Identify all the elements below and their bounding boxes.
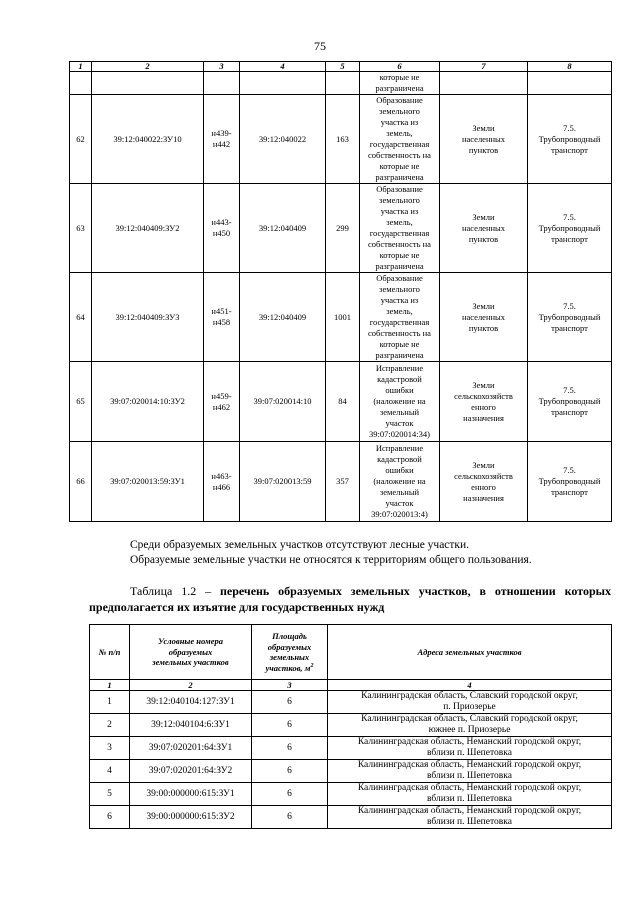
area: 1001 bbox=[326, 273, 360, 362]
address: Калининградская область, Неманский городской округ, вблизи п. Шепетовка bbox=[328, 737, 612, 760]
area: 163 bbox=[326, 95, 360, 184]
points: н443- н450 bbox=[204, 184, 240, 273]
table-column-numbers bbox=[70, 62, 612, 72]
table-row bbox=[70, 184, 612, 273]
column-number: 5 bbox=[326, 62, 360, 72]
basis: Образование земельного участка из земель, государственная собственность на которые не разграничена bbox=[360, 184, 440, 273]
permitted-use: 7.5. Трубопроводный транспорт bbox=[528, 95, 612, 184]
area: 6 bbox=[252, 760, 328, 783]
points: н451- н458 bbox=[204, 273, 240, 362]
area: 6 bbox=[252, 691, 328, 714]
row-number: 63 bbox=[70, 184, 92, 273]
row-number: 2 bbox=[90, 714, 130, 737]
cadastral-number: 39:12:040104:127:ЗУ1 bbox=[130, 691, 252, 714]
table-row bbox=[90, 760, 612, 783]
area: 6 bbox=[252, 806, 328, 829]
basis: Исправление кадастровой ошибки (наложение на земельный участок 39:07:020013:4) bbox=[360, 442, 440, 522]
table-row bbox=[90, 714, 612, 737]
area: 6 bbox=[252, 714, 328, 737]
continuation-text: которые не разграничена bbox=[360, 72, 440, 95]
land-category: Земли сельскохозяйств енного назначения bbox=[440, 442, 528, 522]
table-row bbox=[90, 783, 612, 806]
area: 357 bbox=[326, 442, 360, 522]
column-number: 8 bbox=[528, 62, 612, 72]
page-number: 75 bbox=[314, 39, 326, 53]
land-category: Земли населенных пунктов bbox=[440, 184, 528, 273]
area: 299 bbox=[326, 184, 360, 273]
permitted-use: 7.5. Трубопроводный транспорт bbox=[528, 273, 612, 362]
note-public-territory: Образуемые земельные участки не относятся к территориям общего пользования. bbox=[130, 554, 532, 566]
land-category: Земли населенных пунктов bbox=[440, 273, 528, 362]
header-cadastral: Условные номера образуемых земельных участков bbox=[130, 625, 252, 680]
row-number: 5 bbox=[90, 783, 130, 806]
cadastral-number: 39:00:000000:615:ЗУ2 bbox=[130, 806, 252, 829]
row-number: 6 bbox=[90, 806, 130, 829]
row-number: 66 bbox=[70, 442, 92, 522]
table-header bbox=[90, 625, 612, 680]
table-row bbox=[70, 362, 612, 442]
row-number: 1 bbox=[90, 691, 130, 714]
cadastral-number: 39:12:040409:ЗУ2 bbox=[92, 184, 204, 273]
points: н439- н442 bbox=[204, 95, 240, 184]
row-number: 62 bbox=[70, 95, 92, 184]
note-forest-plots: Среди образуемых земельных участков отсутствуют лесные участки. bbox=[130, 539, 470, 551]
row-number: 3 bbox=[90, 737, 130, 760]
column-number: 3 bbox=[204, 62, 240, 72]
cadastral-number: 39:07:020201:64:ЗУ1 bbox=[130, 737, 252, 760]
header-address: Адреса земельных участков bbox=[328, 625, 612, 680]
points: н459- н462 bbox=[204, 362, 240, 442]
column-number: 7 bbox=[440, 62, 528, 72]
row-number: 4 bbox=[90, 760, 130, 783]
land-category: Земли сельскохозяйств енного назначения bbox=[440, 362, 528, 442]
address: Калининградская область, Славский городской округ, южнее п. Приозерье bbox=[328, 714, 612, 737]
land-category: Земли населенных пунктов bbox=[440, 95, 528, 184]
column-number: 6 bbox=[360, 62, 440, 72]
quarter: 39:12:040409 bbox=[240, 273, 326, 362]
points: н463- н466 bbox=[204, 442, 240, 522]
address: Калининградская область, Неманский городской округ, вблизи п. Шепетовка bbox=[328, 783, 612, 806]
table-row bbox=[70, 273, 612, 362]
cadastral-number: 39:00:000000:615:ЗУ1 bbox=[130, 783, 252, 806]
basis: Образование земельного участка из земель, государственная собственность на которые не разграничена bbox=[360, 273, 440, 362]
header-area bbox=[252, 625, 328, 680]
area: 6 bbox=[252, 783, 328, 806]
land-plots-table bbox=[69, 61, 612, 522]
caption-title: перечень образуемых земельных участков, в отношении которых предполагается их изъятие для государственных нужд bbox=[89, 584, 611, 614]
table-row-continuation bbox=[70, 72, 612, 95]
quarter: 39:07:020013:59 bbox=[240, 442, 326, 522]
column-number: 4 bbox=[240, 62, 326, 72]
cadastral-number: 39:12:040104:6:ЗУ1 bbox=[130, 714, 252, 737]
column-number: 2 bbox=[130, 680, 252, 691]
row-number: 64 bbox=[70, 273, 92, 362]
address: Калининградская область, Неманский городской округ, вблизи п. Шепетовка bbox=[328, 760, 612, 783]
table-row bbox=[90, 691, 612, 714]
table-row bbox=[90, 737, 612, 760]
table-row bbox=[70, 95, 612, 184]
column-number: 1 bbox=[70, 62, 92, 72]
cadastral-number: 39:07:020013:59:ЗУ1 bbox=[92, 442, 204, 522]
table-column-numbers bbox=[90, 680, 612, 691]
cadastral-number: 39:07:020201:64:ЗУ2 bbox=[130, 760, 252, 783]
row-number: 65 bbox=[70, 362, 92, 442]
address: Калининградская область, Неманский городской округ, вблизи п. Шепетовка bbox=[328, 806, 612, 829]
area: 6 bbox=[252, 737, 328, 760]
cadastral-number: 39:12:040409:ЗУ3 bbox=[92, 273, 204, 362]
address: Калининградская область, Славский городской округ, п. Приозерье bbox=[328, 691, 612, 714]
header-num: № п/п bbox=[90, 625, 130, 680]
table-row bbox=[90, 806, 612, 829]
column-number: 1 bbox=[90, 680, 130, 691]
permitted-use: 7.5. Трубопроводный транспорт bbox=[528, 184, 612, 273]
table-caption bbox=[89, 583, 611, 615]
cadastral-number: 39:12:040022:ЗУ10 bbox=[92, 95, 204, 184]
quarter: 39:12:040409 bbox=[240, 184, 326, 273]
permitted-use: 7.5. Трубопроводный транспорт bbox=[528, 442, 612, 522]
caption-prefix: Таблица 1.2 – bbox=[130, 584, 220, 598]
basis: Образование земельного участка из земель, государственная собственность на которые не разграничена bbox=[360, 95, 440, 184]
column-number: 2 bbox=[92, 62, 204, 72]
header-area-sup: 2 bbox=[310, 662, 314, 669]
column-number: 4 bbox=[328, 680, 612, 691]
area: 84 bbox=[326, 362, 360, 442]
header-area-text: Площадь образуемых земельных участков, м bbox=[265, 631, 312, 673]
quarter: 39:12:040022 bbox=[240, 95, 326, 184]
basis: Исправление кадастровой ошибки (наложение на земельный участок 39:07:020014:34) bbox=[360, 362, 440, 442]
seizure-plots-table bbox=[89, 624, 612, 829]
column-number: 3 bbox=[252, 680, 328, 691]
table-row bbox=[70, 442, 612, 522]
permitted-use: 7.5. Трубопроводный транспорт bbox=[528, 362, 612, 442]
quarter: 39:07:020014:10 bbox=[240, 362, 326, 442]
cadastral-number: 39:07:020014:10:ЗУ2 bbox=[92, 362, 204, 442]
